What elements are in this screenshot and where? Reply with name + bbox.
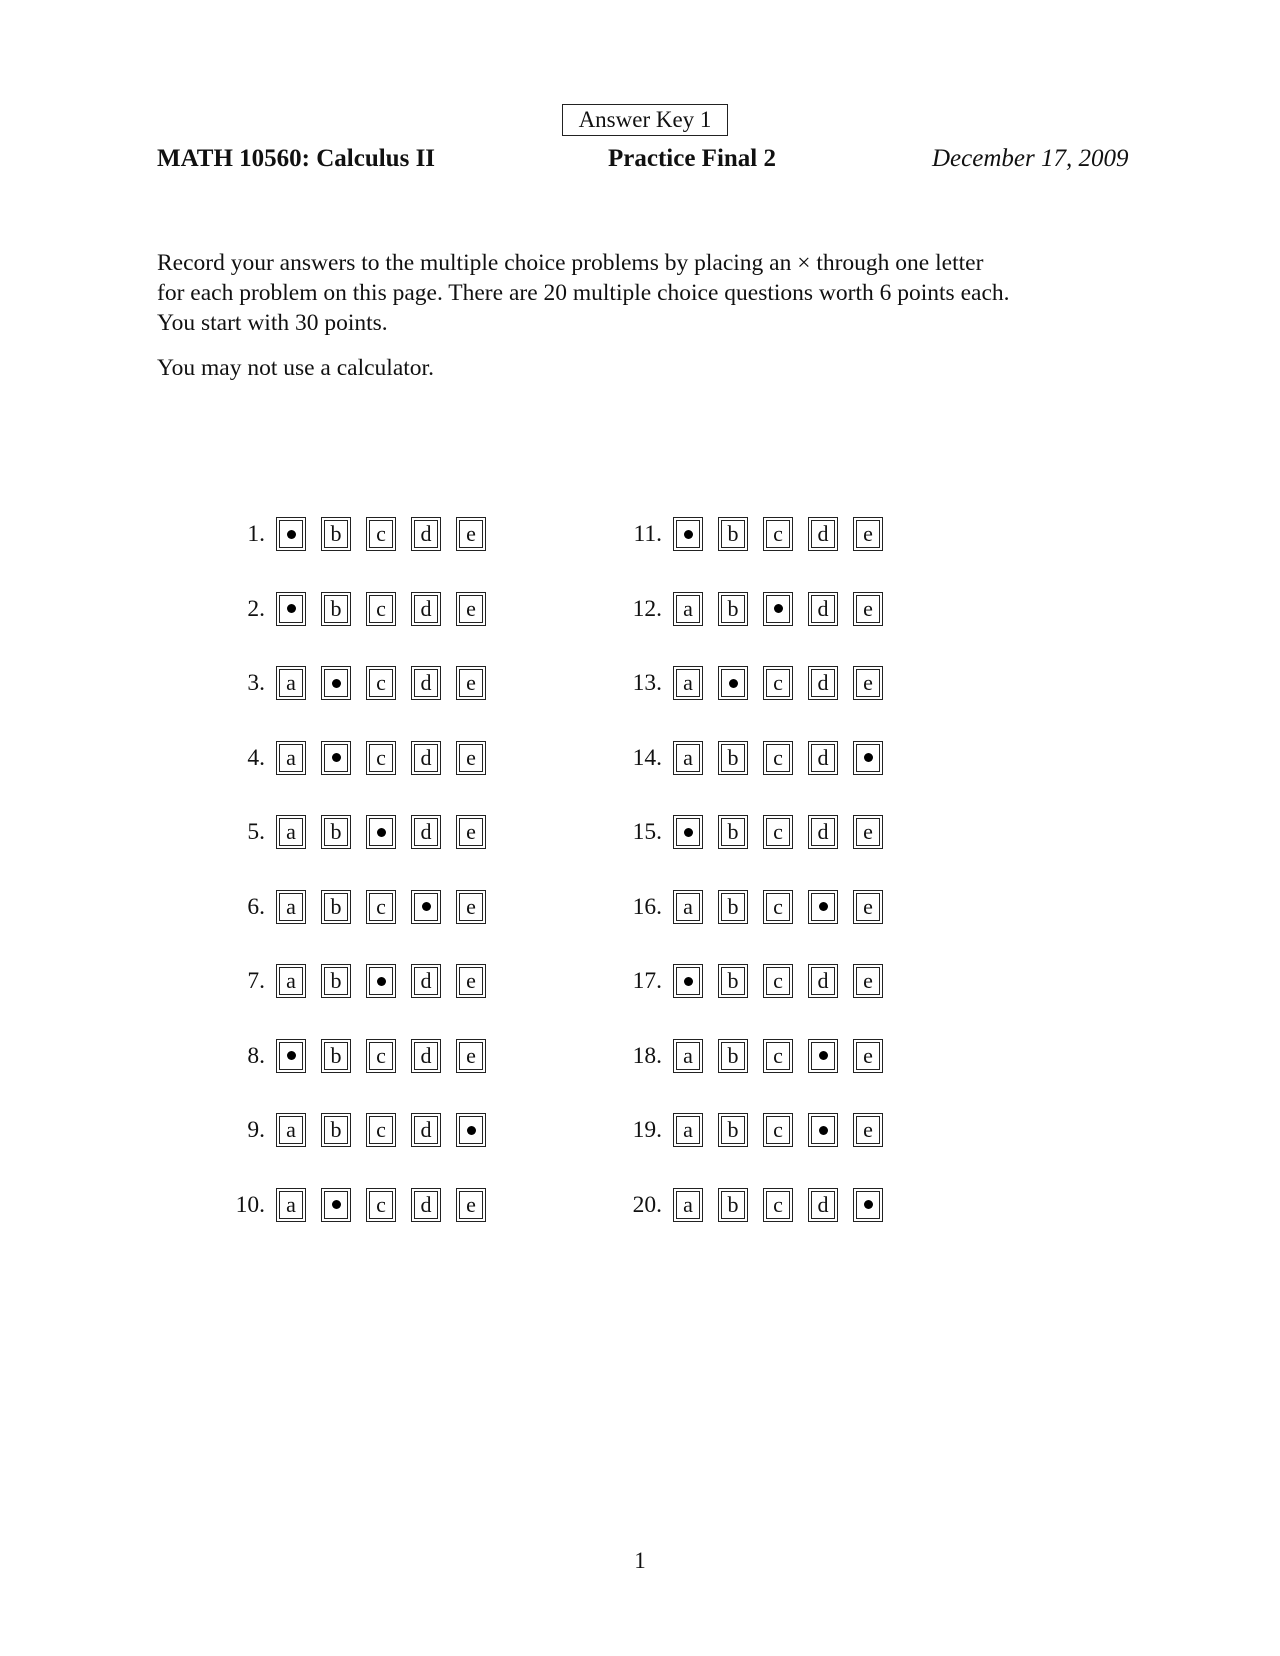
choice-letter: d: [414, 669, 438, 697]
choice-letter: d: [414, 520, 438, 548]
choice-box-a[interactable]: [673, 1039, 703, 1073]
choice-box-d[interactable]: [808, 666, 838, 700]
choice-box-a[interactable]: [673, 1188, 703, 1222]
instructions-line-2: for each problem on this page. There are 20 multiple choice questions worth 6 points each.: [157, 280, 1010, 306]
choice-box-e[interactable]: [456, 1039, 486, 1073]
choice-box-a[interactable]: [276, 815, 306, 849]
selected-dot-icon: [819, 1126, 828, 1135]
choice-letter: b: [324, 1042, 348, 1070]
selected-dot-icon: [422, 902, 431, 911]
selected-dot-icon: [332, 679, 341, 688]
choice-letter: d: [811, 595, 835, 623]
choice-letter: b: [721, 893, 745, 921]
choice-box-c[interactable]: [366, 592, 396, 626]
choice-box-selected[interactable]: [853, 1188, 883, 1222]
question-number: 17.: [632, 968, 662, 994]
question-number: 12.: [632, 595, 662, 622]
choice-box-b[interactable]: [718, 1039, 748, 1073]
choice-box-b[interactable]: [718, 1113, 748, 1147]
choice-letter: c: [369, 893, 393, 921]
choice-box-selected[interactable]: [673, 964, 703, 998]
choice-box-a[interactable]: [276, 1188, 306, 1222]
choice-box-e[interactable]: [853, 815, 883, 849]
exam-title: Practice Final 2: [608, 145, 776, 172]
question-number: 9.: [247, 1117, 265, 1143]
choice-letter: b: [721, 520, 745, 548]
choice-box-c[interactable]: [366, 1113, 396, 1147]
choice-letter: c: [369, 1191, 393, 1219]
choice-letter: d: [811, 967, 835, 995]
selected-dot-icon: [729, 679, 738, 688]
choice-letter: c: [766, 1191, 790, 1219]
choice-box-a[interactable]: [673, 592, 703, 626]
choice-letter: b: [721, 744, 745, 772]
choice-letter: e: [856, 818, 880, 846]
choice-letter: b: [324, 1116, 348, 1144]
choice-box-a[interactable]: [673, 1113, 703, 1147]
choice-box-a[interactable]: [276, 741, 306, 775]
choice-box-c[interactable]: [763, 964, 793, 998]
choice-box-d[interactable]: [411, 1113, 441, 1147]
choice-box-d[interactable]: [808, 592, 838, 626]
choice-letter: d: [811, 669, 835, 697]
choice-box-a[interactable]: [276, 666, 306, 700]
selected-dot-icon: [819, 1051, 828, 1060]
choice-box-d[interactable]: [808, 517, 838, 551]
choice-letter: b: [721, 1191, 745, 1219]
question-number: 13.: [632, 670, 662, 696]
choice-letter: e: [459, 744, 483, 772]
choice-box-c[interactable]: [366, 741, 396, 775]
choice-box-c[interactable]: [763, 1039, 793, 1073]
choice-box-b[interactable]: [321, 815, 351, 849]
choice-letter: c: [369, 595, 393, 623]
choice-letter: b: [721, 1042, 745, 1070]
choice-box-d[interactable]: [411, 517, 441, 551]
choice-letter: e: [459, 595, 483, 623]
choice-letter: b: [721, 1116, 745, 1144]
choice-box-e[interactable]: [456, 666, 486, 700]
choice-letter: c: [766, 818, 790, 846]
choice-letter: e: [856, 1042, 880, 1070]
choice-box-e[interactable]: [456, 741, 486, 775]
choice-letter: a: [279, 1116, 303, 1144]
choice-box-a[interactable]: [276, 1113, 306, 1147]
choice-box-a[interactable]: [673, 666, 703, 700]
choice-box-d[interactable]: [808, 1188, 838, 1222]
choice-box-c[interactable]: [366, 666, 396, 700]
choice-letter: b: [324, 520, 348, 548]
choice-letter: e: [856, 520, 880, 548]
choice-box-c[interactable]: [366, 890, 396, 924]
choice-box-e[interactable]: [456, 592, 486, 626]
choice-letter: c: [369, 1116, 393, 1144]
choice-letter: a: [676, 893, 700, 921]
choice-letter: d: [811, 818, 835, 846]
choice-letter: a: [676, 1042, 700, 1070]
choice-letter: d: [414, 818, 438, 846]
choice-box-c[interactable]: [366, 1188, 396, 1222]
choice-letter: e: [856, 1116, 880, 1144]
choice-box-d[interactable]: [411, 1039, 441, 1073]
choice-box-selected[interactable]: [673, 815, 703, 849]
question-number: 1.: [247, 521, 265, 547]
choice-box-b[interactable]: [321, 517, 351, 551]
question-number: 14.: [632, 744, 662, 771]
question-number: 3.: [247, 670, 265, 696]
choice-letter: a: [676, 1191, 700, 1219]
answer-key-label: Answer Key 1: [562, 104, 728, 136]
question-number: 20.: [632, 1191, 662, 1218]
choice-box-d[interactable]: [411, 1188, 441, 1222]
choice-letter: d: [414, 1191, 438, 1219]
choice-box-a[interactable]: [276, 964, 306, 998]
selected-dot-icon: [819, 902, 828, 911]
choice-letter: b: [324, 967, 348, 995]
choice-box-c[interactable]: [366, 517, 396, 551]
selected-dot-icon: [332, 753, 341, 762]
choice-box-a[interactable]: [673, 890, 703, 924]
choice-letter: a: [279, 1191, 303, 1219]
choice-box-b[interactable]: [321, 890, 351, 924]
choice-letter: b: [324, 595, 348, 623]
choice-box-d[interactable]: [808, 815, 838, 849]
instructions-line-3: You start with 30 points.: [157, 310, 388, 336]
choice-box-b[interactable]: [321, 964, 351, 998]
choice-letter: e: [459, 1191, 483, 1219]
selected-dot-icon: [287, 530, 296, 539]
choice-box-d[interactable]: [411, 964, 441, 998]
question-number: 10.: [235, 1191, 265, 1218]
choice-box-b[interactable]: [718, 890, 748, 924]
choice-letter: d: [414, 1042, 438, 1070]
choice-box-a[interactable]: [276, 890, 306, 924]
choice-letter: b: [721, 967, 745, 995]
selected-dot-icon: [774, 604, 783, 613]
choice-box-selected[interactable]: [718, 666, 748, 700]
choice-box-b[interactable]: [718, 741, 748, 775]
choice-letter: a: [676, 1116, 700, 1144]
choice-letter: e: [856, 595, 880, 623]
choice-box-d[interactable]: [411, 666, 441, 700]
choice-box-e[interactable]: [853, 517, 883, 551]
choice-box-e[interactable]: [853, 666, 883, 700]
page-number: 1: [634, 1548, 646, 1573]
selected-dot-icon: [684, 828, 693, 837]
choice-letter: e: [459, 1042, 483, 1070]
choice-letter: a: [279, 893, 303, 921]
choice-letter: c: [766, 669, 790, 697]
choice-box-c[interactable]: [763, 1188, 793, 1222]
selected-dot-icon: [684, 977, 693, 986]
question-number: 11.: [633, 521, 662, 547]
choice-letter: e: [856, 669, 880, 697]
choice-letter: b: [324, 818, 348, 846]
question-number: 5.: [247, 819, 265, 845]
question-number: 6.: [247, 893, 265, 920]
choice-letter: d: [414, 595, 438, 623]
selected-dot-icon: [377, 977, 386, 986]
choice-letter: a: [676, 595, 700, 623]
choice-letter: c: [369, 744, 393, 772]
question-number: 2.: [247, 595, 265, 622]
choice-box-e[interactable]: [853, 592, 883, 626]
choice-box-e[interactable]: [853, 964, 883, 998]
choice-box-selected[interactable]: [276, 517, 306, 551]
choice-letter: b: [721, 818, 745, 846]
choice-letter: c: [369, 520, 393, 548]
choice-box-d[interactable]: [411, 592, 441, 626]
choice-box-d[interactable]: [411, 815, 441, 849]
choice-letter: e: [459, 669, 483, 697]
choice-letter: e: [856, 893, 880, 921]
choice-letter: d: [414, 967, 438, 995]
choice-box-d[interactable]: [808, 964, 838, 998]
choice-letter: b: [721, 595, 745, 623]
choice-box-b[interactable]: [718, 592, 748, 626]
choice-box-b[interactable]: [718, 964, 748, 998]
choice-letter: d: [414, 744, 438, 772]
choice-box-selected[interactable]: [808, 1039, 838, 1073]
question-number: 18.: [632, 1042, 662, 1069]
choice-letter: d: [811, 744, 835, 772]
question-number: 8.: [247, 1042, 265, 1069]
choice-box-b[interactable]: [718, 517, 748, 551]
choice-box-selected[interactable]: [321, 741, 351, 775]
choice-box-e[interactable]: [456, 517, 486, 551]
choice-box-e[interactable]: [456, 890, 486, 924]
choice-letter: a: [279, 967, 303, 995]
selected-dot-icon: [287, 604, 296, 613]
choice-letter: a: [279, 818, 303, 846]
choice-box-selected[interactable]: [853, 741, 883, 775]
choice-box-c[interactable]: [763, 666, 793, 700]
selected-dot-icon: [467, 1126, 476, 1135]
question-number: 4.: [247, 744, 265, 771]
exam-date: December 17, 2009: [932, 145, 1129, 172]
selected-dot-icon: [332, 1200, 341, 1209]
choice-box-e[interactable]: [853, 1039, 883, 1073]
choice-letter: c: [766, 1116, 790, 1144]
question-number: 19.: [632, 1117, 662, 1143]
choice-box-selected[interactable]: [808, 890, 838, 924]
choice-letter: e: [459, 520, 483, 548]
choice-letter: c: [766, 1042, 790, 1070]
choice-letter: a: [279, 669, 303, 697]
choice-letter: e: [459, 818, 483, 846]
choice-box-selected[interactable]: [366, 815, 396, 849]
instructions-line-1: Record your answers to the multiple choice problems by placing an × through one letter: [157, 250, 984, 276]
choice-box-c[interactable]: [763, 890, 793, 924]
course-title: MATH 10560: Calculus II: [157, 145, 436, 172]
choice-letter: e: [459, 893, 483, 921]
choice-letter: c: [369, 1042, 393, 1070]
selected-dot-icon: [377, 828, 386, 837]
choice-letter: a: [279, 744, 303, 772]
instructions: [157, 248, 1137, 338]
choice-box-selected[interactable]: [456, 1113, 486, 1147]
choice-box-b[interactable]: [321, 1039, 351, 1073]
choice-box-selected[interactable]: [808, 1113, 838, 1147]
question-number: 7.: [247, 968, 265, 994]
selected-dot-icon: [864, 753, 873, 762]
choice-box-selected[interactable]: [673, 517, 703, 551]
selected-dot-icon: [864, 1200, 873, 1209]
choice-box-b[interactable]: [718, 815, 748, 849]
choice-box-d[interactable]: [411, 741, 441, 775]
choice-box-e[interactable]: [853, 1113, 883, 1147]
choice-letter: d: [414, 1116, 438, 1144]
choice-box-a[interactable]: [673, 741, 703, 775]
choice-box-b[interactable]: [321, 592, 351, 626]
choice-box-e[interactable]: [456, 964, 486, 998]
choice-box-e[interactable]: [853, 890, 883, 924]
choice-box-selected[interactable]: [276, 592, 306, 626]
choice-letter: c: [369, 669, 393, 697]
choice-box-selected[interactable]: [411, 890, 441, 924]
choice-letter: a: [676, 744, 700, 772]
calculator-note: You may not use a calculator.: [157, 355, 434, 381]
choice-box-d[interactable]: [808, 741, 838, 775]
choice-letter: c: [766, 893, 790, 921]
choice-letter: c: [766, 967, 790, 995]
choice-box-selected[interactable]: [276, 1039, 306, 1073]
choice-box-c[interactable]: [763, 517, 793, 551]
choice-box-e[interactable]: [456, 1188, 486, 1222]
choice-box-c[interactable]: [366, 1039, 396, 1073]
selected-dot-icon: [287, 1051, 296, 1060]
choice-box-e[interactable]: [456, 815, 486, 849]
choice-box-selected[interactable]: [763, 592, 793, 626]
choice-box-selected[interactable]: [321, 1188, 351, 1222]
choice-letter: c: [766, 520, 790, 548]
choice-box-c[interactable]: [763, 815, 793, 849]
choice-letter: c: [766, 744, 790, 772]
choice-letter: b: [324, 893, 348, 921]
choice-box-selected[interactable]: [366, 964, 396, 998]
choice-box-c[interactable]: [763, 741, 793, 775]
choice-letter: d: [811, 520, 835, 548]
choice-letter: a: [676, 669, 700, 697]
choice-box-c[interactable]: [763, 1113, 793, 1147]
choice-letter: e: [459, 967, 483, 995]
choice-letter: d: [811, 1191, 835, 1219]
selected-dot-icon: [684, 530, 693, 539]
question-number: 15.: [632, 819, 662, 845]
choice-letter: e: [856, 967, 880, 995]
choice-box-b[interactable]: [321, 1113, 351, 1147]
choice-box-selected[interactable]: [321, 666, 351, 700]
choice-box-b[interactable]: [718, 1188, 748, 1222]
question-number: 16.: [632, 893, 662, 920]
